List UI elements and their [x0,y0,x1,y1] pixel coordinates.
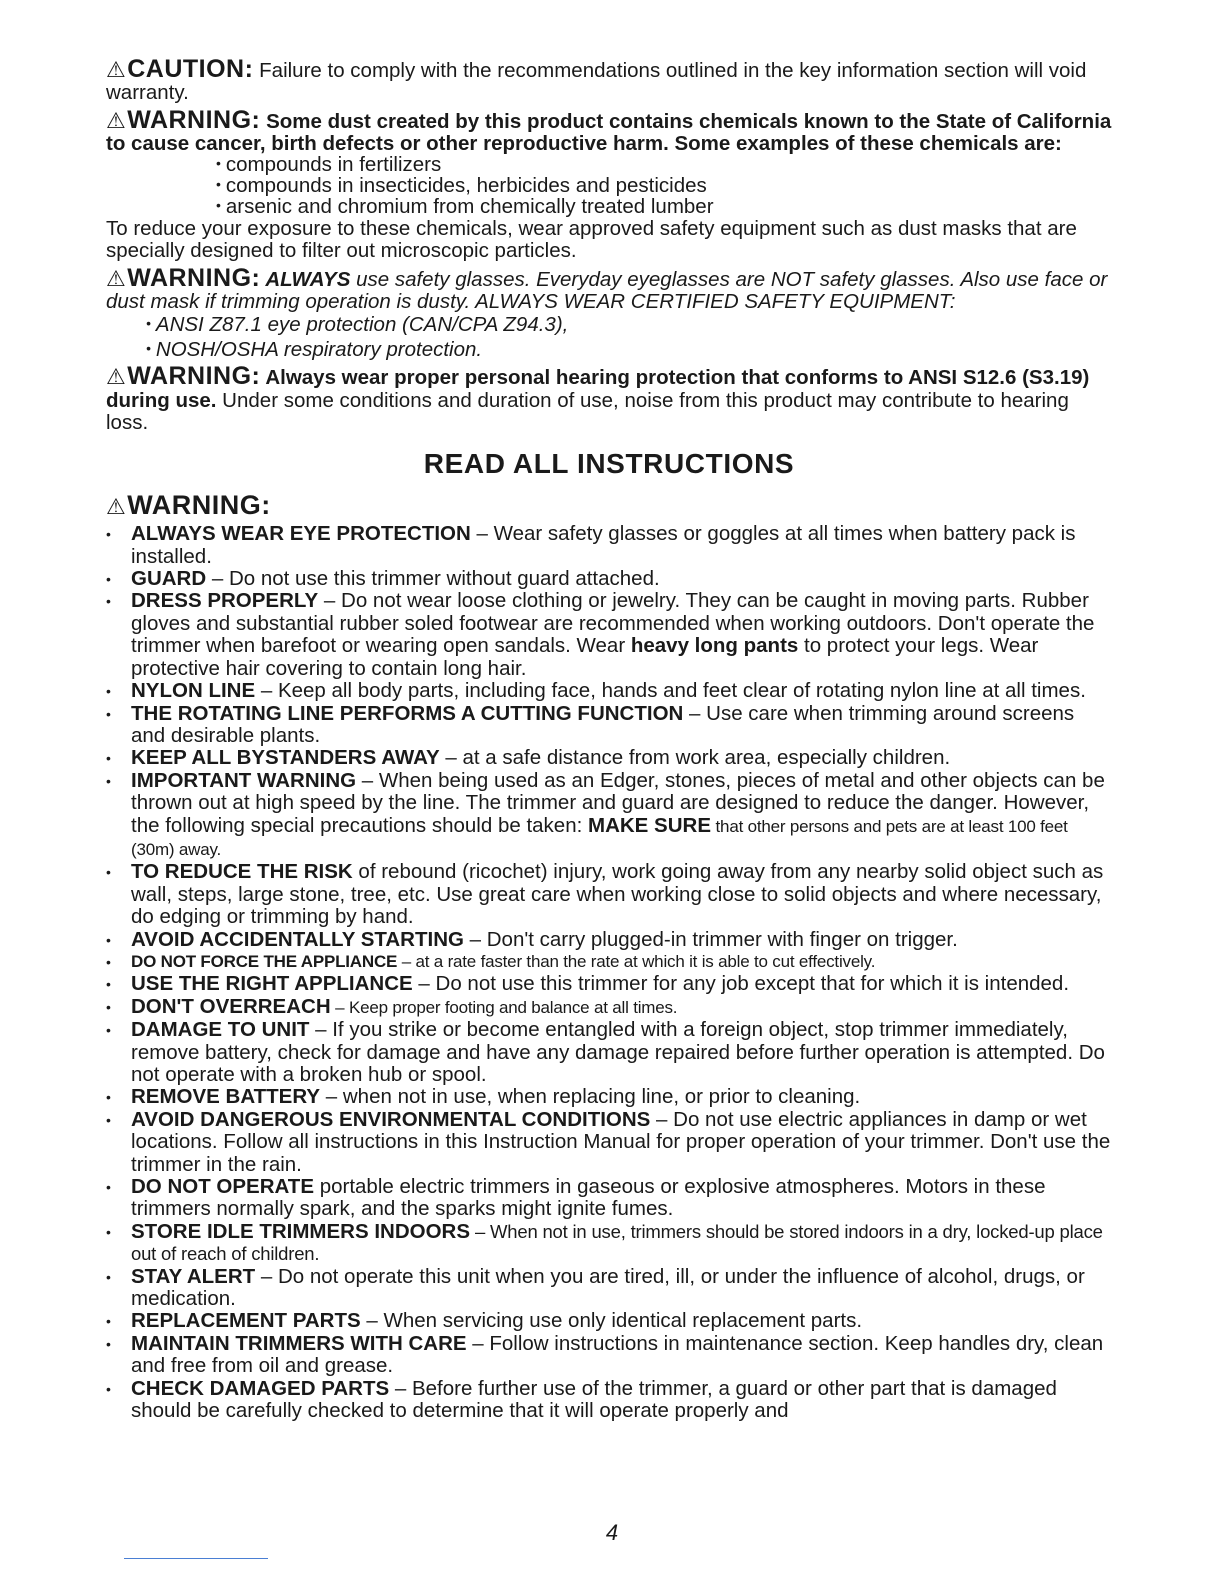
caution-label: ⚠CAUTION: [106,55,254,83]
list-item: • GUARD – Do not use this trimmer without guard attached. [106,568,1112,590]
glasses-always: ALWAYS [260,267,351,291]
list-item: • compounds in insecticides, herbicides and pesticides [216,176,1112,197]
list-item: • STORE IDLE TRIMMERS INDOORS – When not in use, trimmers should be stored indoors in a dry, locked-up place out of reach of children. [106,1221,1112,1266]
chemicals-warning-text: Some dust created by this product contains chemicals known to the State of California to cause cancer, birth defects or other reproductive harm. Some examples of these chemicals are: [106,109,1112,155]
list-item: • REMOVE BATTERY – when not in use, when replacing line, or prior to cleaning. [106,1086,1112,1108]
page-heading: READ ALL INSTRUCTIONS [423,448,795,480]
list-item: • KEEP ALL BYSTANDERS AWAY – at a safe distance from work area, especially children. [106,747,1112,769]
page-number: 4 [605,1520,619,1545]
list-item: • USE THE RIGHT APPLIANCE – Do not use this trimmer for any job except that for which it is intended. [106,973,1112,995]
list-item: • DO NOT FORCE THE APPLIANCE – at a rate faster than the rate at which it is able to cut effectively. [106,951,1112,973]
list-item: • IMPORTANT WARNING – When being used as an Edger, stones, pieces of metal and other objects can be thrown out at high speed by the line. The trimmer and guard are designed to reduce the danger. However, the following special precautions should be taken: MAKE SURE that other persons and pets are at least 100 feet (30m) away. [106,770,1112,862]
list-item: • DON'T OVERREACH – Keep proper footing and balance at all times. [106,996,1112,1019]
hearing-warning [106,362,1112,434]
list-item: • STAY ALERT – Do not operate this unit when you are tired, ill, or under the influence of alcohol, drugs, or medication. [106,1266,1112,1311]
glasses-warning-text: use safety glasses. Everyday eyeglasses are NOT safety glasses. Also use face or dust mask if trimming operation is dusty. ALWAYS WEAR CERTIFIED SAFETY EQUIPMENT: [106,267,1108,314]
warning-label: ⚠WARNING: [106,263,261,292]
warning-triangle-icon: ⚠ [106,364,127,390]
list-item: • AVOID ACCIDENTALLY STARTING – Don't carry plugged-in trimmer with finger on trigger. [106,929,1112,951]
manual-page [106,55,1112,1423]
main-warning-label: ⚠WARNING: [106,490,271,521]
warning-label: ⚠WARNING: [106,362,261,391]
safety-rules-list [106,523,1112,1422]
list-item: • ALWAYS WEAR EYE PROTECTION – Wear safety glasses or goggles at all times when battery pack is installed. [106,523,1112,568]
glasses-warning [106,263,1112,314]
list-item: • NOSH/OSHA respiratory protection. [146,338,1112,363]
list-item: • REPLACEMENT PARTS – When servicing use only identical replacement parts. [106,1310,1112,1332]
warning-triangle-icon: ⚠ [106,265,127,291]
list-item: • NYLON LINE – Keep all body parts, including face, hands and feet clear of rotating nylon line at all times. [106,680,1112,702]
chemicals-warning [106,105,1112,156]
list-item: • MAINTAIN TRIMMERS WITH CARE – Follow instructions in maintenance section. Keep handles dry, clean and free from oil and grease. [106,1333,1112,1378]
equipment-list [146,313,1112,363]
list-item: • compounds in fertilizers [216,155,1112,176]
list-item: • arsenic and chromium from chemically treated lumber [216,197,1112,218]
list-item: • DO NOT OPERATE portable electric trimmers in gaseous or explosive atmospheres. Motors in these trimmers normally spark, and the sparks might ignite fumes. [106,1176,1112,1221]
warning-triangle-icon: ⚠ [106,494,127,520]
divider [124,1558,268,1559]
list-item: • CHECK DAMAGED PARTS – Before further use of the trimmer, a guard or other part that is damaged should be carefully checked to determine that it will operate properly and [106,1378,1112,1423]
chemicals-advice: To reduce your exposure to these chemicals, wear approved safety equipment such as dust masks that are specially designed to filter out microscopic particles. [106,217,1077,263]
list-item: • TO REDUCE THE RISK of rebound (ricochet) injury, work going away from any nearby solid object such as wall, steps, large stone, tree, etc. Use great care when working close to solid objects and where necessary, do edging or trimming by hand. [106,861,1112,928]
warning-triangle-icon: ⚠ [106,107,127,133]
chemicals-list [216,155,1112,218]
list-item: • DAMAGE TO UNIT – If you strike or become entangled with a foreign object, stop trimmer immediately, remove battery, check for damage and have any damage repaired before further operation is attempted. Do not operate with a broken hub or spool. [106,1019,1112,1086]
warning-triangle-icon: ⚠ [106,57,127,82]
warning-label: ⚠WARNING: [106,105,261,134]
caution-paragraph [106,55,1112,105]
hearing-warning-bold: Always wear proper personal hearing protection that conforms to ANSI S12.6 (S3.19) during use. [106,366,1090,412]
caution-text: Failure to comply with the recommendations outlined in the key information section will void warranty. [106,59,1087,105]
list-item: • THE ROTATING LINE PERFORMS A CUTTING FUNCTION – Use care when trimming around screens and desirable plants. [106,703,1112,748]
list-item: • AVOID DANGEROUS ENVIRONMENTAL CONDITIONS – Do not use electric appliances in damp or wet locations. Follow all instructions in this Instruction Manual for proper operation of your trimmer. Don't use the trimmer in the rain. [106,1109,1112,1176]
list-item: • DRESS PROPERLY – Do not wear loose clothing or jewelry. They can be caught in moving parts. Rubber gloves and substantial rubber soled footwear are recommended when working outdoors. Don't operate the trimmer when barefoot or wearing open sandals. Wear heavy long pants to protect your legs. Wear protective hair covering to contain long hair. [106,590,1112,680]
hearing-warning-text: Under some conditions and duration of use, noise from this product may contribute to hearing loss. [106,388,1069,434]
list-item: • ANSI Z87.1 eye protection (CAN/CPA Z94.3), [146,313,1112,338]
